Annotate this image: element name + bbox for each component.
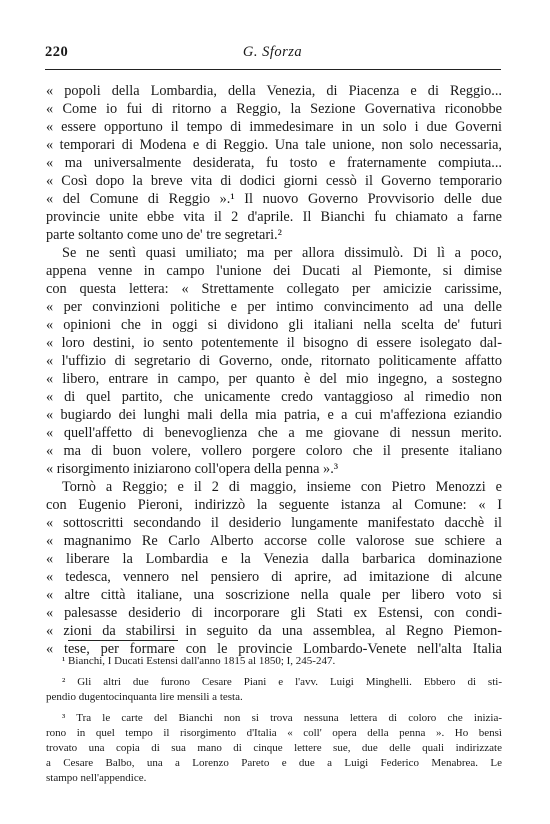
- footnote-line: ³ Tra le carte del Bianchi non si trova nessuna lettera di coloro che inizia-: [62, 712, 502, 724]
- text-line: « sottoscritti secondando il desiderio lungamente manifestato dacchè il: [46, 515, 502, 531]
- text-line: « loro destini, io sento potentemente il bisogno di essere isolegato dal-: [46, 335, 502, 351]
- body-text: [46, 82, 502, 658]
- text-line: « popoli della Lombardia, della Venezia, di Piacenza e di Reggio...: [46, 83, 502, 99]
- text-line: con questa lettera: « Strettamente collegato per amicizie carissime,: [46, 281, 502, 297]
- text-line: « per convinzioni politiche e per intimo convincimento ad una delle: [46, 299, 502, 315]
- text-line: « ma universalmente desiderata, fu tosto e fraternamente compiuta...: [46, 155, 502, 171]
- text-line: « Come io fui di ritorno a Reggio, la Sezione Governativa riconobbe: [46, 101, 502, 117]
- text-line: « ma di buon volere, vollero porgere coloro che il presente italiano: [46, 443, 502, 459]
- text-line: « del Comune di Reggio ».¹ Il nuovo Governo Provvisorio delle due: [46, 191, 502, 207]
- text-line: « tedesca, vennero nel pensiero di aprire, ad imitazione di alcune: [46, 569, 502, 585]
- text-line: « palesasse desiderio di incorporare gli Stati ex Estensi, con condi-: [46, 605, 502, 621]
- text-line: « liberare la Lombardia e la Venezia dalla barbarica dominazione: [46, 551, 502, 567]
- text-line: con Eugenio Pieroni, indirizzò la seguente istanza al Comune: « I: [46, 497, 502, 513]
- footnote-line: a Cesare Balbo, una a Lorenzo Pareto e due a Luigi Federico Menabrea. Le: [46, 757, 502, 769]
- text-line: appena venne in campo l'unione dei Ducati al Piemonte, si dimise: [46, 263, 502, 279]
- text-line: parte soltanto come uno de' tre segretari.²: [46, 227, 282, 243]
- text-line: Se ne sentì quasi umiliato; ma per allora dissimulò. Di lì a poco,: [62, 245, 502, 261]
- text-line: « zioni da stabilirsi in seguito da una assemblea, al Regno Piemon-: [46, 623, 502, 639]
- text-line: « l'uffizio di segretario di Governo, onde, ritornato politicamente affatto: [46, 353, 502, 369]
- footnote-line: ² Gli altri due furono Cesare Piani e l'avv. Luigi Minghelli. Ebbero di sti-: [62, 676, 502, 688]
- text-line: « tese, per formare con le provincie Lombardo-Venete nell'alta Italia: [46, 641, 502, 657]
- text-line: « di quel partito, che unicamente credo vantaggioso al rimedio non: [46, 389, 502, 405]
- text-line: provincie unite ebbe vita il 2 d'aprile. Il Bianchi fu chiamato a farne: [46, 209, 502, 225]
- text-line: « temporari di Modena e di Reggio. Una tale unione, non solo necessaria,: [46, 137, 502, 153]
- footnote-line: ¹ Bianchi, I Ducati Estensi dall'anno 1815 al 1850; I, 245-247.: [62, 655, 336, 667]
- text-line: Tornò a Reggio; e il 2 di maggio, insieme con Pietro Menozzi e: [62, 479, 502, 495]
- footnotes: [46, 654, 502, 786]
- text-line: « quell'affetto di benevoglienza che a me giovane di nessun merito.: [46, 425, 502, 441]
- footnote-line: rono in quel tempo il risorgimento d'Italia « coll' opera della penna ». Ho bensì: [46, 727, 502, 739]
- footnote-line: trovato una copia di sua mano di cinque lettere sue, due delle quali indirizzate: [46, 742, 502, 754]
- footnote-separator: [68, 640, 178, 641]
- footnote-line: stampo nell'appendice.: [46, 772, 147, 784]
- text-line: « opinioni che in oggi si dividono gli italiani nella scelta de' futuri: [46, 317, 502, 333]
- text-line: « essere opportuno il tempo di immedesimare in un solo i due Governi: [46, 119, 502, 135]
- text-line: « libero, entrare in campo, per quanto è del mio ingegno, a sostegno: [46, 371, 502, 387]
- page-header: [45, 44, 500, 64]
- running-title: G. Sforza: [242, 44, 303, 60]
- text-line: « bugiardo dei lunghi mali della mia patria, e a cui m'affeziona eziandio: [46, 407, 502, 423]
- text-line: « magnanimo Re Carlo Alberto accorse colle valorose sue schiere a: [46, 533, 502, 549]
- footnote-line: pendio dugentocinquanta lire mensili a testa.: [46, 691, 243, 703]
- page-number: 220: [45, 44, 69, 60]
- header-rule: [45, 69, 501, 70]
- text-line: « altre città italiane, una soscrizione nella quale per libero voto si: [46, 587, 502, 603]
- text-line: « risorgimento iniziarono coll'opera della penna ».³: [46, 461, 339, 477]
- text-line: « Così dopo la breve vita di dodici giorni cessò il Governo temporario: [46, 173, 502, 189]
